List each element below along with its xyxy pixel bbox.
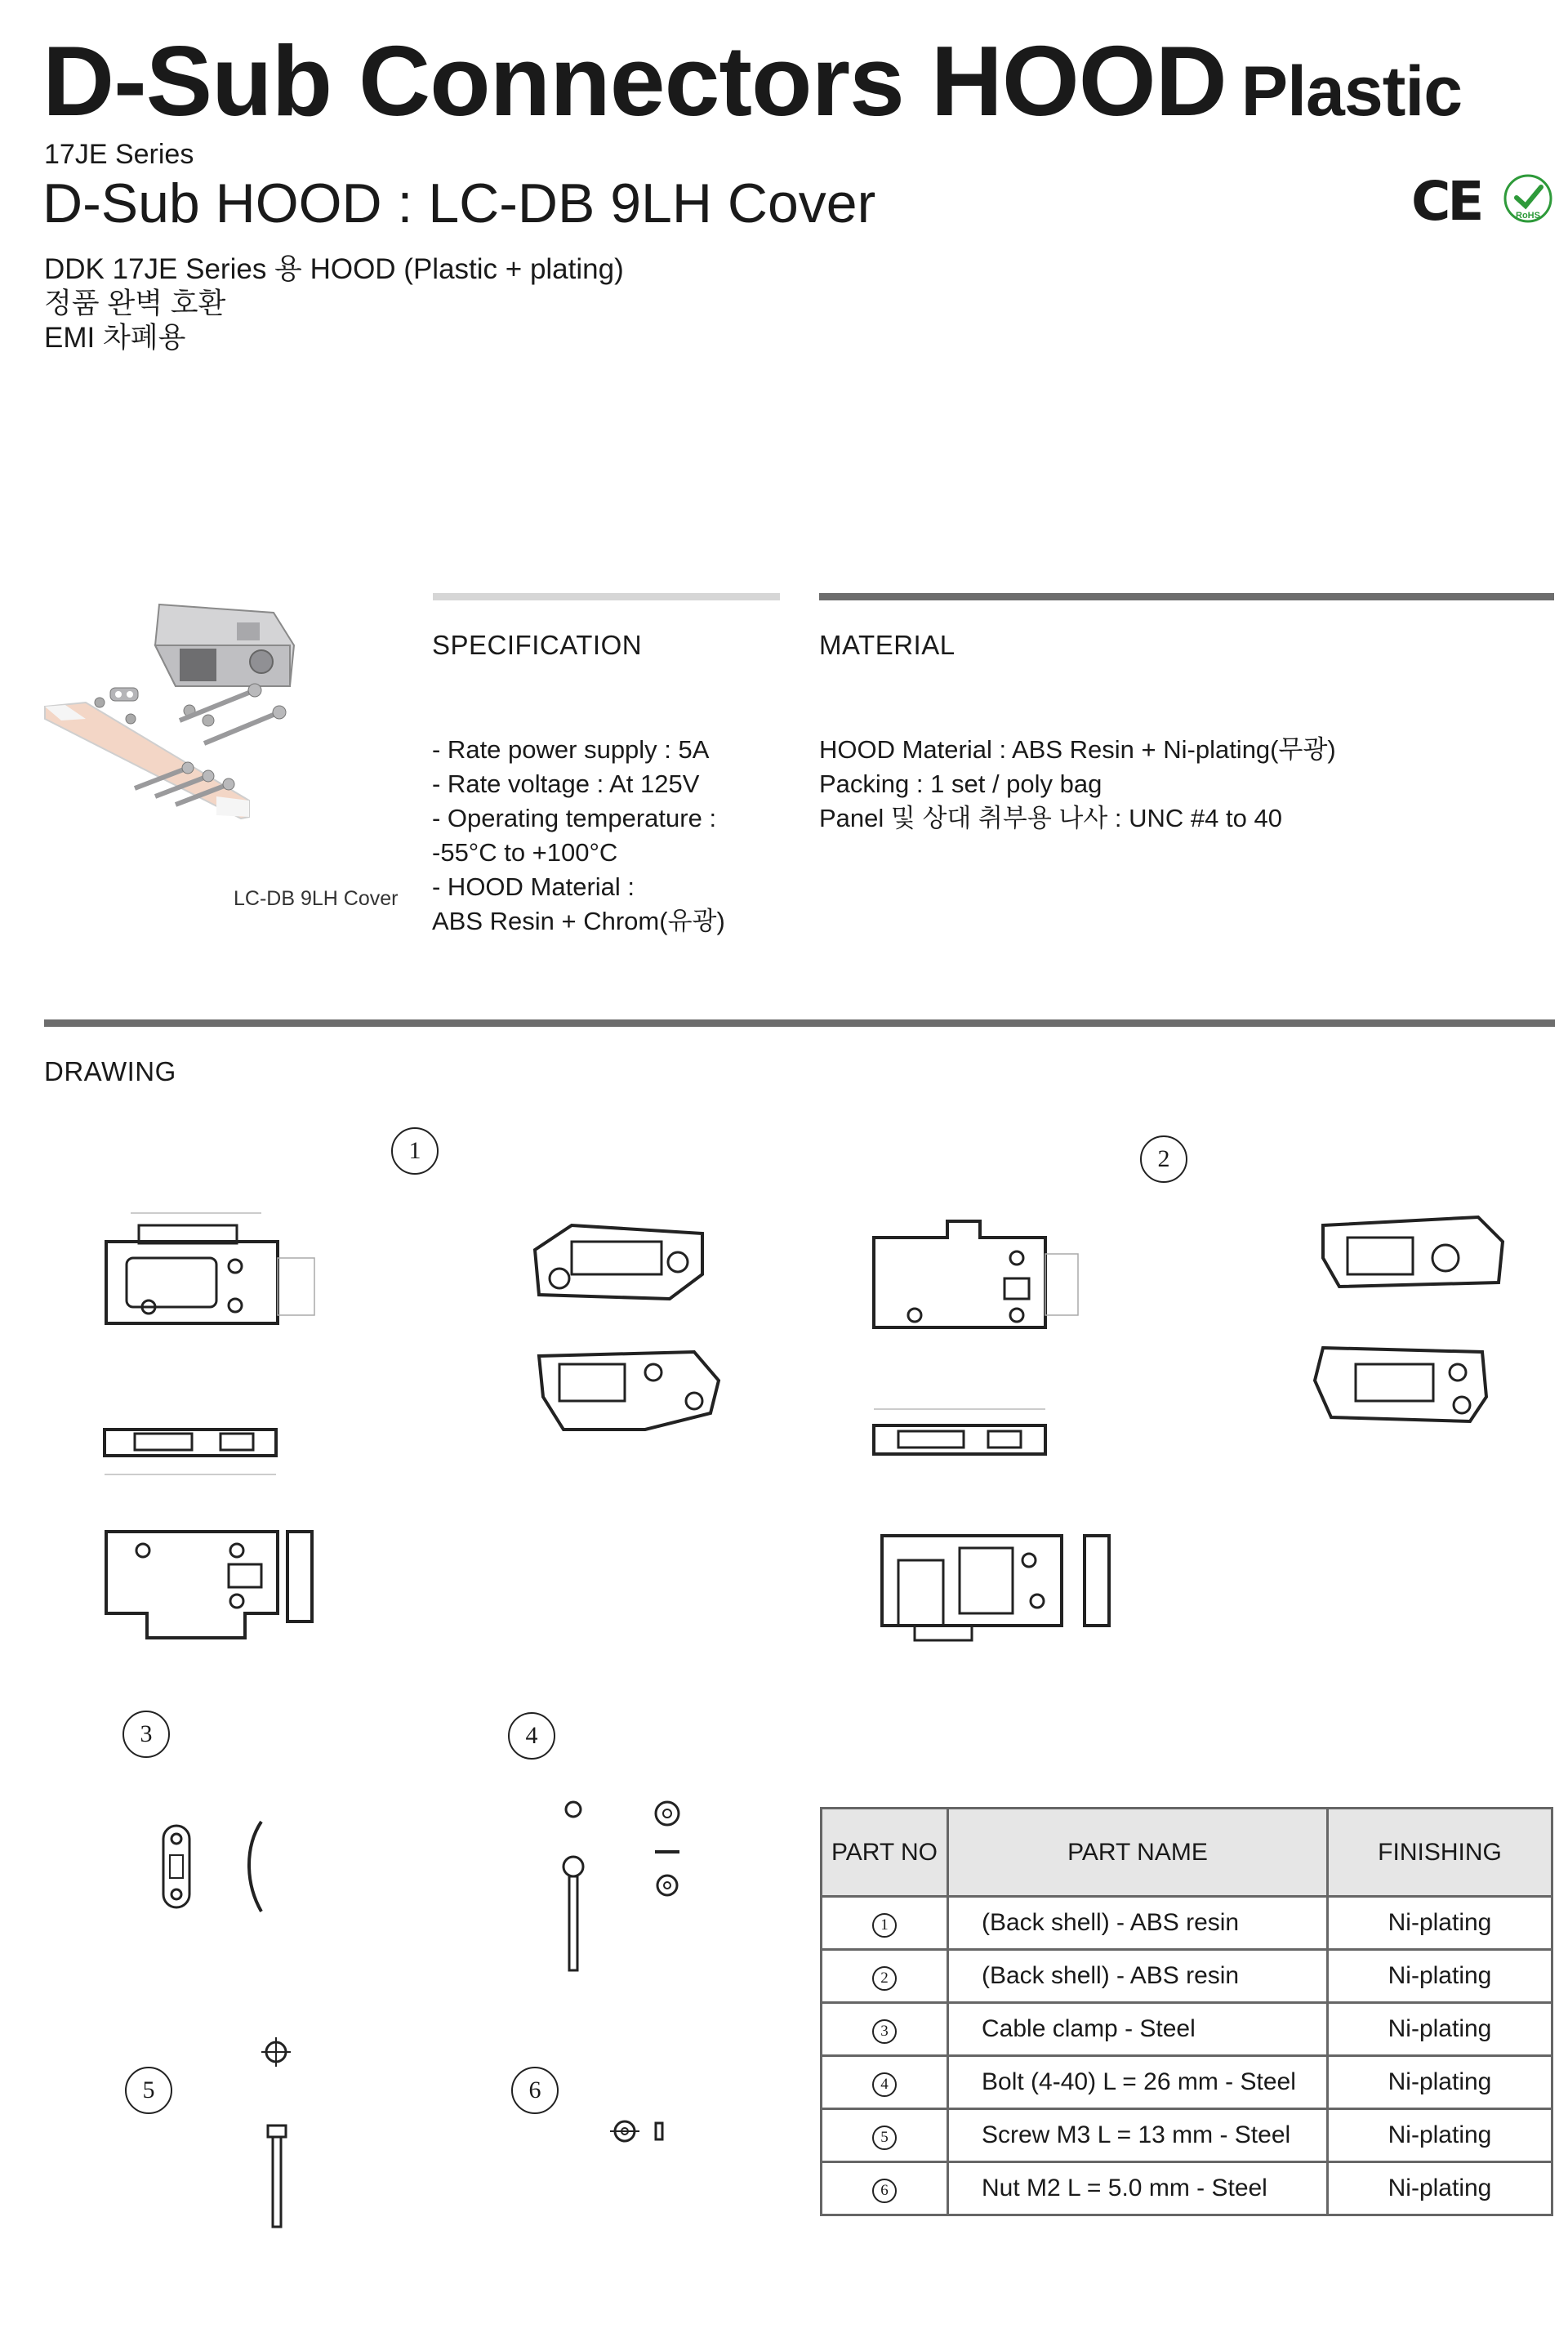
material-line: Panel 및 상대 취부용 나사 : UNC #4 to 40: [819, 804, 1282, 832]
part-finishing: Ni-plating: [1328, 1950, 1552, 2003]
part1-top-view: [98, 1209, 335, 1352]
material-heading: MATERIAL: [819, 630, 956, 660]
table-row: [822, 2056, 1552, 2109]
callout-5: 5: [125, 2067, 172, 2114]
part1-iso-view-2: [531, 1340, 727, 1438]
description-line-2: 정품 완벽 호환: [44, 288, 226, 319]
ce-mark-icon: CE: [1411, 170, 1481, 233]
specification-heading: SPECIFICATION: [432, 630, 643, 660]
callout-3: 3: [122, 1711, 170, 1758]
description-line-3: EMI 차폐용: [44, 322, 186, 354]
part-no: 5: [872, 2126, 897, 2150]
page-title: [42, 25, 1463, 136]
callout-1: 1: [391, 1127, 439, 1175]
part6-nut-drawing: [608, 2112, 674, 2152]
series-label: 17JE Series: [44, 139, 194, 170]
description-line-1: DDK 17JE Series 용 HOOD (Plastic + plating): [44, 253, 624, 285]
product-subtitle: D-Sub HOOD : LC-DB 9LH Cover: [42, 172, 876, 234]
material-divider: [819, 593, 1554, 600]
part-no: 3: [872, 2019, 897, 2044]
part-no: 2: [872, 1966, 897, 1991]
spec-line: - HOOD Material :: [432, 872, 635, 901]
product-photo: [41, 596, 392, 841]
part-finishing: Ni-plating: [1328, 2162, 1552, 2215]
callout-4: 4: [508, 1712, 555, 1760]
part-name: (Back shell) - ABS resin: [948, 1897, 1328, 1950]
table-row: [822, 1950, 1552, 2003]
drawing-heading: DRAWING: [44, 1056, 176, 1086]
part1-iso-view-1: [523, 1217, 710, 1315]
specification-list: [432, 733, 725, 939]
header-part-name: PART NAME: [948, 1809, 1328, 1897]
part2-iso-view-1: [1315, 1209, 1511, 1299]
specification-divider: [433, 593, 780, 600]
part3-cable-clamp-drawing: [155, 1818, 294, 1924]
part2-side-view: [866, 1397, 1070, 1470]
spec-line: - Operating temperature :: [432, 804, 717, 832]
part2-bottom-view: [866, 1528, 1111, 1658]
material-line: Packing : 1 set / poly bag: [819, 769, 1102, 798]
part-finishing: Ni-plating: [1328, 2056, 1552, 2109]
part-name: Bolt (4-40) L = 26 mm - Steel: [948, 2056, 1328, 2109]
spec-line: ABS Resin + Chrom(유광): [432, 907, 725, 935]
part-name: Screw M3 L = 13 mm - Steel: [948, 2109, 1328, 2162]
rohs-icon: [1503, 173, 1553, 224]
header-part-no: PART NO: [822, 1809, 948, 1897]
table-row: [822, 1897, 1552, 1950]
part1-side-view: [98, 1409, 294, 1483]
part2-iso-view-2: [1307, 1340, 1503, 1430]
header-finishing: FINISHING: [1328, 1809, 1552, 1897]
part-no: 1: [872, 1913, 897, 1938]
spec-line: - Rate power supply : 5A: [432, 735, 710, 764]
spec-line: - Rate voltage : At 125V: [432, 769, 700, 798]
part-finishing: Ni-plating: [1328, 2109, 1552, 2162]
parts-table: [820, 1807, 1553, 2216]
part-name: Nut M2 L = 5.0 mm - Steel: [948, 2162, 1328, 2215]
table-row: [822, 2003, 1552, 2056]
table-row: [822, 2162, 1552, 2215]
part5-screw-drawing: [237, 2034, 318, 2238]
title-text: D-Sub Connectors HOOD: [42, 25, 1227, 136]
part-finishing: Ni-plating: [1328, 2003, 1552, 2056]
part4-bolt-drawing: [555, 1793, 702, 1981]
table-row: [822, 2109, 1552, 2162]
material-list: [819, 733, 1336, 836]
part-name: (Back shell) - ABS resin: [948, 1950, 1328, 2003]
part-name: Cable clamp - Steel: [948, 2003, 1328, 2056]
part-no: 6: [872, 2179, 897, 2203]
callout-6: 6: [511, 2067, 559, 2114]
part-finishing: Ni-plating: [1328, 1897, 1552, 1950]
title-suffix: Plastic: [1241, 52, 1463, 131]
part1-bottom-view: [98, 1519, 327, 1658]
rohs-label: RoHS: [1516, 211, 1540, 221]
callout-2: 2: [1140, 1135, 1187, 1183]
spec-line: -55°C to +100°C: [432, 838, 618, 867]
part-no: 4: [872, 2072, 897, 2097]
material-line: HOOD Material : ABS Resin + Ni-plating(무광): [819, 735, 1336, 764]
photo-caption: LC-DB 9LH Cover: [234, 887, 399, 910]
drawing-divider: [44, 1019, 1555, 1027]
part2-top-view: [858, 1209, 1094, 1352]
